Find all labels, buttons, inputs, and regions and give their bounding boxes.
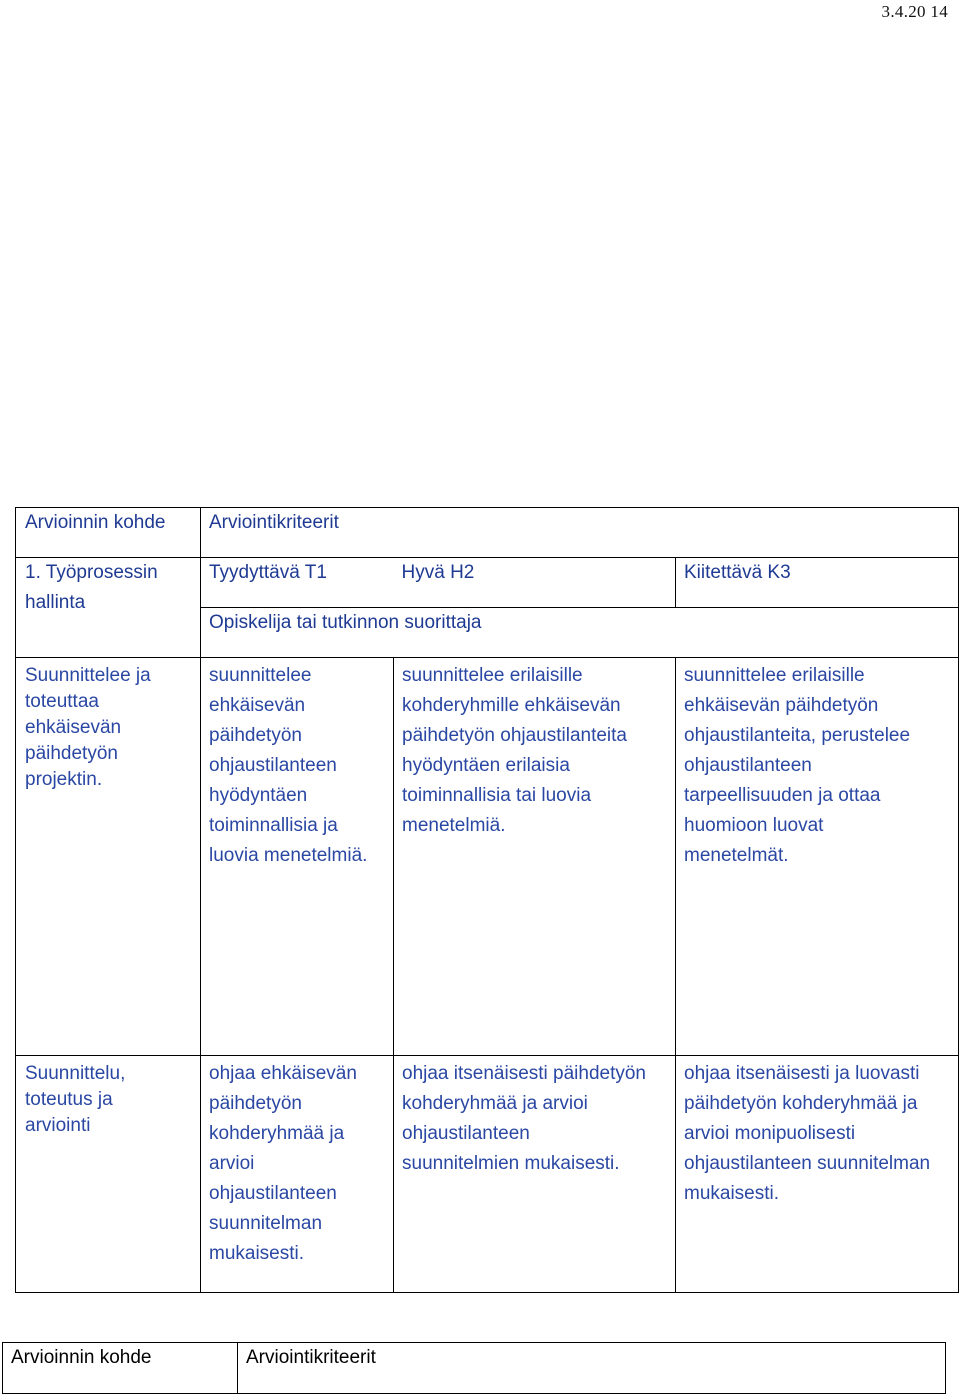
- criteria-column-header: Arviointikriteerit: [238, 1343, 946, 1394]
- target-column-header: Arvioinnin kohde: [16, 508, 201, 558]
- table-header-row: [16, 508, 959, 558]
- grade-levels-row: [16, 558, 959, 608]
- target-column-header: Arvioinnin kohde: [3, 1343, 238, 1394]
- page-date: 3.4.20 14: [881, 2, 948, 21]
- criteria-column-header: Arviointikriteerit: [201, 508, 959, 558]
- level-k3-header: Kiitettävä K3: [676, 558, 959, 608]
- table-header-row: [3, 1343, 946, 1394]
- level-h2-header: Hyvä H2: [394, 558, 676, 608]
- criteria-table: [15, 507, 959, 1293]
- criteria-h2: ohjaa itsenäisesti päihdetyön kohderyhmää ja arvioi ohjaustilanteen suunnitelmien mukaisesti.: [394, 1056, 676, 1293]
- criteria-t1: ohjaa ehkäisevän päihdetyön kohderyhmää ja arvioi ohjaustilanteen suunnitelman mukaisesti.: [201, 1056, 394, 1293]
- assessment-target: Suunnittelee ja toteuttaa ehkäisevän päihdetyön projektin.: [16, 658, 201, 1056]
- criteria-k3: ohjaa itsenäisesti ja luovasti päihdetyön kohderyhmää ja arvioi monipuolisesti ohjaustilanteen suunnitelman mukaisesti.: [676, 1056, 959, 1293]
- continuation-table: [2, 1342, 946, 1394]
- section-title: 1. Työprosessin hallinta: [16, 558, 201, 658]
- criteria-h2: suunnittelee erilaisille kohderyhmille ehkäisevän päihdetyön ohjaustilanteita hyödyntäen erilaisia toiminnallisia tai luovia menetelmiä.: [394, 658, 676, 1056]
- subject-label: Opiskelija tai tutkinnon suorittaja: [201, 608, 959, 658]
- table-row: [16, 658, 959, 1056]
- level-t1-header: Tyydyttävä T1: [201, 558, 394, 608]
- criteria-t1: suunnittelee ehkäisevän päihdetyön ohjaustilanteen hyödyntäen toiminnallisia ja luovia menetelmiä.: [201, 658, 394, 1056]
- assessment-target: Suunnittelu, toteutus ja arviointi: [16, 1056, 201, 1293]
- table-row: [16, 1056, 959, 1293]
- criteria-k3: suunnittelee erilaisille ehkäisevän päihdetyön ohjaustilanteita, perustelee ohjaustilanteen tarpeellisuuden ja ottaa huomioon luovat menetelmät.: [676, 658, 959, 1056]
